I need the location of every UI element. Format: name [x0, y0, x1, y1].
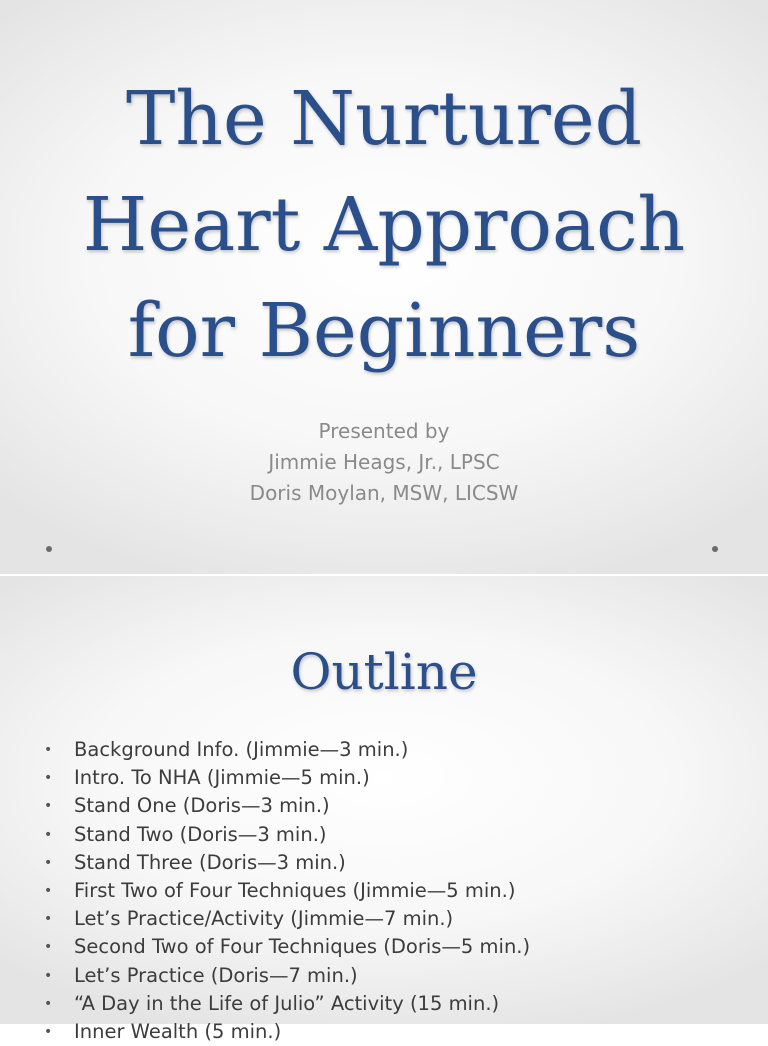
bullet-icon: • [44, 798, 53, 815]
title-line-2: Heart Approach [82, 182, 686, 268]
presentation-title [0, 66, 768, 384]
list-item [0, 877, 768, 905]
bullet-icon: • [44, 826, 53, 843]
title-line-1: The Nurtured [125, 76, 643, 162]
title-line-3: for Beginners [127, 288, 641, 374]
bullet-icon: • [44, 967, 53, 984]
presented-by-label: Presented by [318, 419, 450, 443]
list-item-text: Stand Three (Doris—3 min.) [74, 850, 346, 874]
list-item-text: Stand One (Doris—3 min.) [74, 794, 330, 818]
list-item [0, 990, 768, 1018]
bullet-icon: • [44, 882, 53, 899]
list-item [0, 764, 768, 792]
list-item-text: Inner Wealth (5 min.) [74, 1019, 282, 1043]
presenters [0, 416, 768, 509]
decorative-dot-right [712, 546, 718, 552]
list-item-text: Let’s Practice/Activity (Jimmie—7 min.) [74, 907, 454, 931]
presenter-2: Doris Moylan, MSW, LICSW [249, 481, 519, 505]
bullet-icon: • [44, 742, 53, 758]
list-item [0, 736, 768, 764]
bullet-icon: • [44, 770, 53, 787]
bullet-icon: • [44, 995, 53, 1012]
outline-slide [0, 576, 768, 1043]
bullet-icon: • [44, 854, 53, 871]
list-item-text: Intro. To NHA (Jimmie—5 min.) [74, 766, 370, 790]
list-item [0, 821, 768, 849]
presenter-1: Jimmie Heags, Jr., LPSC [268, 450, 500, 474]
outline-title: Outline [290, 643, 478, 701]
list-item-text: Stand Two (Doris—3 min.) [74, 822, 327, 846]
list-item-text: First Two of Four Techniques (Jimmie—5 min.) [74, 878, 516, 902]
bullet-icon: • [44, 1023, 53, 1040]
list-item-text: Let’s Practice (Doris—7 min.) [74, 963, 358, 987]
outline-list [0, 736, 768, 1046]
list-item-text: “A Day in the Life of Julio” Activity (15 min.) [74, 991, 500, 1015]
list-item-text: Second Two of Four Techniques (Doris—5 min.) [74, 935, 531, 959]
list-item [0, 849, 768, 877]
list-item-text: Background Info. (Jimmie—3 min.) [74, 738, 409, 761]
decorative-dot-left [46, 546, 52, 552]
list-item [0, 905, 768, 933]
list-item [0, 933, 768, 961]
list-item [0, 1018, 768, 1046]
bullet-icon: • [44, 939, 53, 956]
list-item [0, 962, 768, 990]
list-item [0, 792, 768, 820]
bullet-icon: • [44, 911, 53, 928]
